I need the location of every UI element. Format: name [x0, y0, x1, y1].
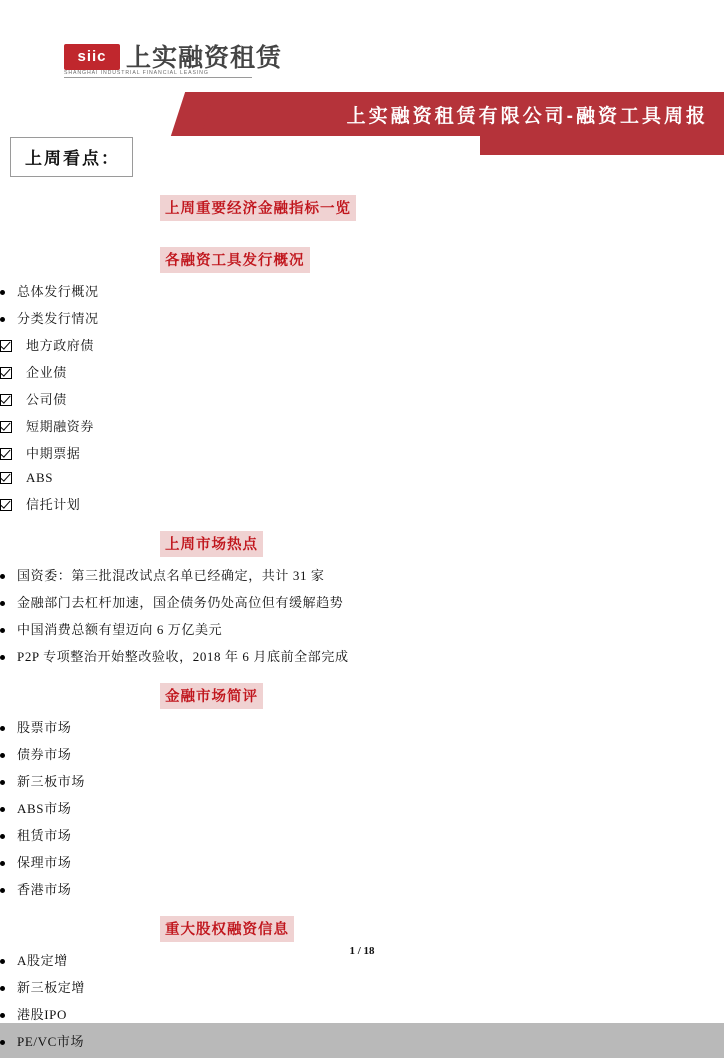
list-item-label: 国资委：第三批混改试点名单已经确定，共计 31 家	[17, 568, 325, 584]
page-number: 1 / 18	[349, 945, 375, 957]
company-logo	[64, 40, 364, 86]
list-item-label: 债券市场	[17, 747, 72, 763]
bullet-icon	[0, 753, 5, 758]
section-heading-4	[160, 683, 724, 709]
section-3-list	[0, 565, 724, 665]
list-item	[0, 879, 724, 898]
bullet-icon	[0, 726, 5, 731]
page-title: 上周看点：	[10, 137, 133, 177]
bullet-icon	[0, 574, 5, 579]
bullet-icon	[0, 861, 5, 866]
banner-title: 上实融资租赁有限公司-融资工具周报	[346, 106, 708, 127]
bullet-icon	[0, 601, 5, 606]
checkbox-checked-icon	[0, 499, 12, 511]
list-item	[0, 565, 724, 584]
checkbox-checked-icon	[0, 448, 12, 460]
list-item	[0, 977, 724, 996]
bullet-icon	[0, 986, 5, 991]
bullet-icon	[0, 1040, 5, 1045]
bullet-icon	[0, 628, 5, 633]
list-item-label: 保理市场	[17, 855, 72, 871]
list-item-label: 分类发行情况	[17, 311, 99, 326]
list-item	[0, 443, 724, 462]
logo-divider	[64, 77, 252, 78]
list-item-label: 地方政府债	[26, 338, 95, 353]
list-item	[0, 494, 724, 513]
list-item	[0, 852, 724, 871]
bullet-icon	[0, 1013, 5, 1018]
list-item	[0, 717, 724, 736]
list-item	[0, 798, 724, 817]
checkbox-checked-icon	[0, 472, 12, 484]
list-item	[0, 416, 724, 435]
bullet-icon	[0, 655, 5, 660]
logo-company-name-cn: 上实融资租赁	[126, 44, 283, 72]
bullet-icon	[0, 290, 5, 295]
banner-date: 2017 年 12 月 20 日星期三	[568, 43, 706, 54]
bullet-icon	[0, 959, 5, 964]
header-banner	[0, 92, 724, 136]
section-2-list	[0, 281, 724, 513]
bullet-icon	[0, 834, 5, 839]
section-heading-3	[160, 531, 724, 557]
list-item-label: 租赁市场	[17, 828, 72, 844]
list-item	[0, 308, 724, 327]
checkbox-checked-icon	[0, 367, 12, 379]
list-item-label: A股定增	[17, 953, 68, 969]
list-item-label: 中国消费总额有望迈向 6 万亿美元	[17, 622, 223, 638]
list-item	[0, 470, 724, 486]
list-item	[0, 771, 724, 790]
list-item-label: 中期票据	[26, 446, 81, 462]
list-item-label: 企业债	[26, 365, 67, 381]
list-item-label: 金融部门去杠杆加速，国企债务仍处高位但有缓解趋势	[17, 595, 344, 611]
list-item-label: 新三板定增	[17, 980, 86, 996]
list-item-label: ABS市场	[17, 801, 72, 817]
list-item-label: 公司债	[26, 392, 67, 408]
list-item-label: 港股IPO	[17, 1007, 67, 1023]
list-item-label: 总体发行概况	[17, 284, 99, 299]
list-item	[0, 744, 724, 763]
bullet-icon	[0, 780, 5, 785]
bullet-icon	[0, 888, 5, 893]
checkbox-checked-icon	[0, 421, 12, 433]
list-item-label: P2P 专项整治开始整改验收，2018 年 6 月底前全部完成	[17, 649, 349, 665]
section-heading-2	[160, 247, 724, 273]
list-item-label: 新三板市场	[17, 774, 86, 790]
list-item-label: 香港市场	[17, 882, 72, 898]
section-5-list	[0, 950, 724, 1050]
list-item-label: PE/VC市场	[17, 1034, 85, 1050]
list-item-label: 信托计划	[26, 497, 81, 513]
checkbox-checked-icon	[0, 340, 12, 352]
list-item	[0, 592, 724, 611]
logo-mark: siic	[64, 44, 120, 70]
checkbox-checked-icon	[0, 394, 12, 406]
list-item	[0, 825, 724, 844]
list-item	[0, 362, 724, 381]
document-content	[0, 195, 724, 1058]
section-heading-1	[160, 195, 724, 221]
section-title: 金融市场简评	[160, 683, 263, 709]
section-title: 上周市场热点	[160, 531, 263, 557]
section-title: 重大股权融资信息	[160, 916, 294, 942]
bullet-icon	[0, 807, 5, 812]
list-item	[0, 1031, 724, 1050]
list-item	[0, 389, 724, 408]
banner-left-blank	[0, 92, 190, 136]
list-item-label: ABS	[26, 470, 54, 486]
list-item	[0, 1004, 724, 1023]
list-item-label: 短期融资券	[26, 419, 95, 435]
section-title: 各融资工具发行概况	[160, 247, 310, 273]
section-4-list	[0, 717, 724, 898]
list-item	[0, 619, 724, 638]
bullet-icon	[0, 317, 5, 322]
list-item	[0, 646, 724, 665]
list-item	[0, 335, 724, 354]
logo-company-name-en: SHANGHAI INDUSTRIAL FINANCIAL LEASING	[64, 70, 209, 76]
list-item	[0, 281, 724, 300]
section-heading-5	[160, 916, 724, 942]
section-title: 上周重要经济金融指标一览	[160, 195, 356, 221]
list-item-label: 股票市场	[17, 720, 72, 736]
